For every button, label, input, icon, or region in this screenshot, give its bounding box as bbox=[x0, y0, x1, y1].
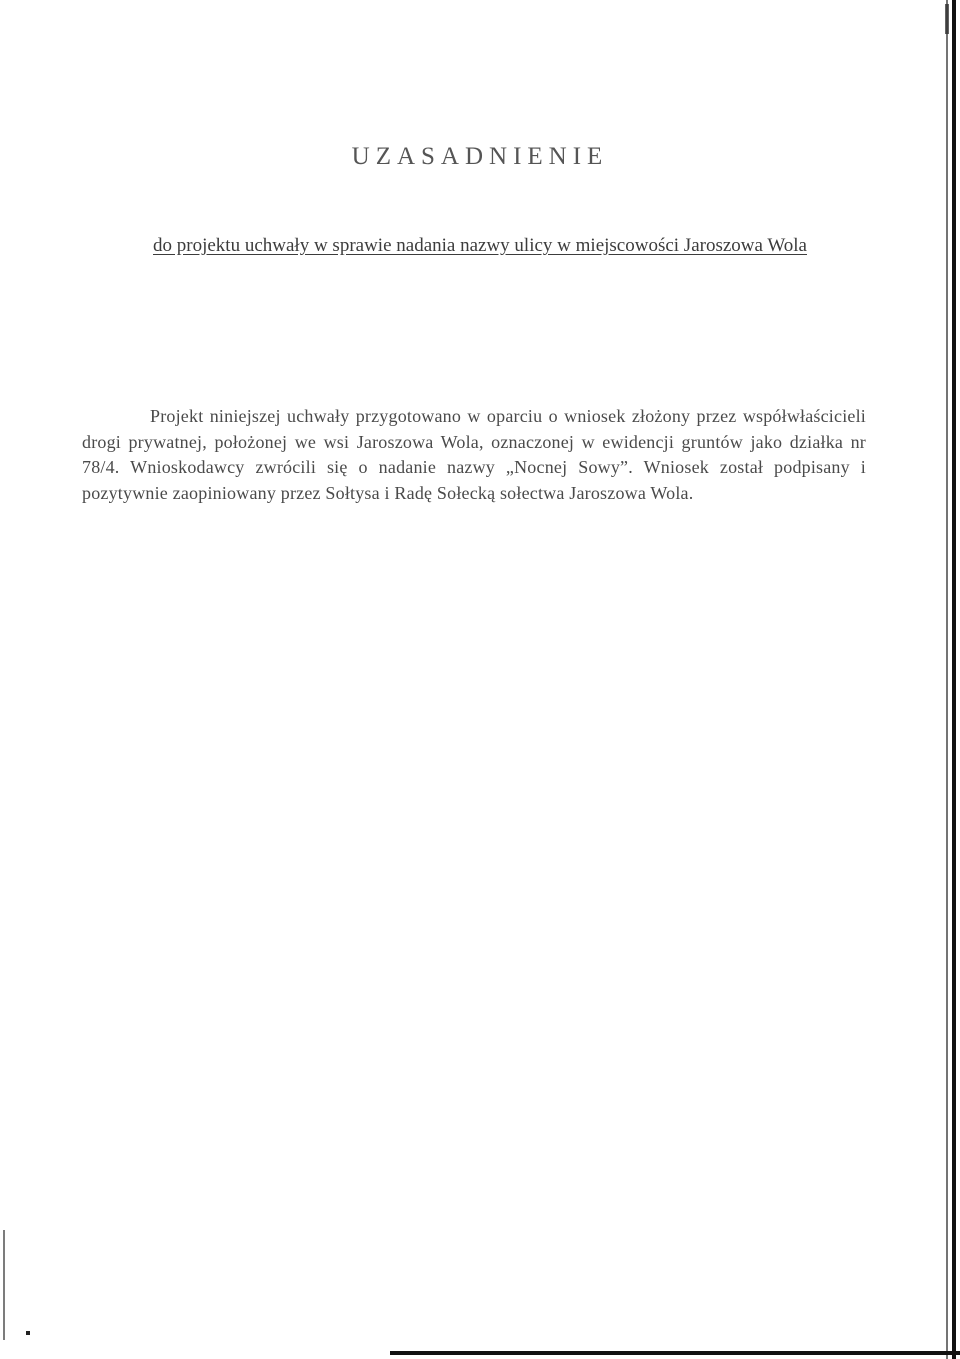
scan-artifact-dot bbox=[26, 1331, 30, 1335]
document-subtitle: do projektu uchwały w sprawie nadania nazwy ulicy w miejscowości Jaroszowa Wola bbox=[153, 235, 807, 256]
scan-edge-right bbox=[952, 0, 956, 1359]
scan-edge-bottom bbox=[390, 1351, 960, 1355]
scan-edge-left bbox=[3, 1230, 5, 1340]
scan-edge-right-thin bbox=[946, 0, 948, 1359]
body-paragraph: Projekt niniejszej uchwały przygotowano w oparciu o wniosek złożony przez współwłaścicieli drogi prywatnej, położonej we wsi Jaroszowa Wola, oznaczonej w ewidencji gruntów jako działka nr 78/4. Wnioskodawcy zwrócili się o nadanie nazwy „Nocnej Sowy”. Wniosek został podpisany i pozytywnie zaopiniowany przez Sołtysa i Radę Sołecką sołectwa Jaroszowa Wola. bbox=[82, 406, 866, 503]
document-title: UZASADNIENIE bbox=[351, 142, 609, 170]
